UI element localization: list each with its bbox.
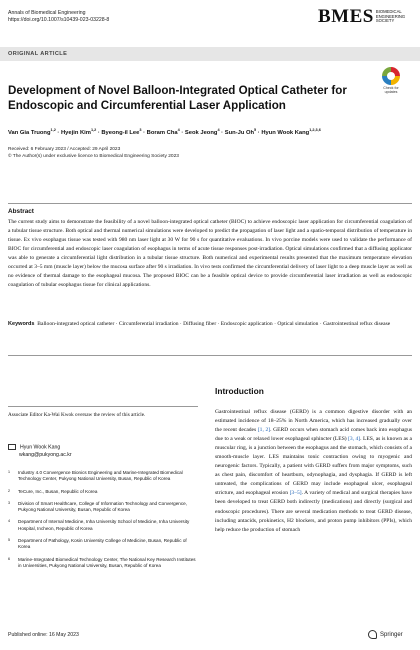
article-title: Development of Novel Balloon-Integrated Optical Catheter for Endoscopic and Circumferential Laser Application bbox=[8, 84, 347, 112]
crossmark-line: updates bbox=[384, 90, 398, 94]
bmes-logo-text bbox=[376, 10, 405, 24]
journal-name: Annals of Biomedical Engineering bbox=[8, 10, 86, 16]
bmes-logo-line: BIOMEDICAL bbox=[375, 9, 402, 15]
springer-horse-icon bbox=[368, 630, 377, 639]
journal-header bbox=[8, 10, 109, 24]
divider bbox=[8, 203, 412, 204]
springer-logo bbox=[368, 630, 403, 639]
affiliation-text: TeCure, Inc., Busan, Republic of Korea bbox=[18, 488, 98, 494]
footnote-divider bbox=[8, 406, 198, 407]
article-type: ORIGINAL ARTICLE bbox=[8, 51, 68, 57]
author[interactable]: Hyun Wook Kang$^{1,2,3,6}$ bbox=[261, 128, 321, 136]
article-dates bbox=[8, 146, 179, 160]
corresponding-email[interactable]: wkang@pukyong.ac.kr bbox=[19, 451, 72, 458]
affiliation-number: 6 bbox=[8, 556, 10, 561]
author[interactable]: Sun-Ju Oh$^5$ bbox=[224, 128, 257, 136]
introduction-text: Gastrointestinal reflux disease (GERD) is a common digestive disorder with an estimated incidence of 18–25% in North America, which has increased gradually over the recent decades [1, 2]. GERD occurs when stomach acid comes back into esophagus due to a weak or relaxed lower esophageal sphincter (LES) [3, 4]. LES, as is known as a muscular ring, is a junction between the esophagus and the stomach, which consists of a smooth-muscle layer. LES maintains tonic contraction owing to myogenic and neurogenic factors. Typically, a patient with GERD suffers from major symptoms, such as chest pain, discomfort of heartburn, odynophagia, and dysphagia. If GERD is left untreated, the complications of GERD may include esophageal ulcer, esophageal stricture, and esophageal erosion [3–5]. A variety of medical and surgical therapies have been developed to treat GERD both indirectly (medications) and directly (surgical and endoscopic procedures). There are several medication methods to treat GERD disease, including antacids, prokinetics, H2 blockers, and proton pump inhibitors (PPIs), which help reduce the production of stomach bbox=[215, 409, 413, 533]
keywords bbox=[8, 320, 412, 329]
crossmark-icon bbox=[382, 67, 400, 85]
corresponding-author bbox=[8, 444, 72, 459]
affiliation-text: Industry 4.0 Convergence Bionics Engineering and Marine-Integrated Biomedical Technology Center, Pukyong National University, Busan, Republic of Korea bbox=[18, 470, 183, 482]
editor-note: Associate Editor Ka-Wai Kwok oversaw the review of this article. bbox=[8, 412, 146, 418]
author[interactable]: Seok Jeong$^4$ bbox=[184, 128, 220, 136]
affiliation-list bbox=[8, 470, 198, 575]
published-date: Published online: 16 May 2023 bbox=[8, 632, 79, 638]
received-accepted: Received: 6 February 2023 / Accepted: 29 April 2023 bbox=[8, 147, 121, 152]
author-list: Van Gia Truong$^{1,2}$ · Hyejin Kim$^{1,2}$ · Byeong-il Lee$^3$ · Boram Cha$^4$ · Seok Jeong$^4$ · Sun-Ju $Oh^5$ · Hyun Wook Kang$^{1,2,3,6}$ bbox=[8, 128, 321, 136]
affiliation-number: 2 bbox=[8, 488, 10, 493]
affiliation-text: Department of Internal Medicine, Inha University School of Medicine, Inha University Hospital, Incheon, Republic of Korea bbox=[18, 519, 190, 531]
bmes-logo-mark: BMES bbox=[318, 6, 374, 27]
divider bbox=[8, 355, 412, 356]
affiliation-number: 4 bbox=[8, 519, 10, 524]
corresponding-name: Hyun Wook Kang bbox=[20, 444, 61, 451]
envelope-icon bbox=[8, 444, 16, 450]
abstract-heading: Abstract bbox=[8, 208, 34, 215]
affiliation-item bbox=[8, 538, 198, 551]
bmes-logo-line: ENGINEERING bbox=[375, 13, 406, 19]
affiliation-text: Division of Smart Healthcare, College of Information Technology and Convergence, Pukyong National University, Busan, Republic of Korea bbox=[18, 500, 187, 513]
publisher-logo bbox=[318, 8, 405, 26]
affiliation-item bbox=[8, 501, 198, 514]
author[interactable]: Byeong-il Lee$^3$ bbox=[101, 128, 142, 136]
affiliation-number: 1 bbox=[8, 470, 10, 474]
abstract-text: The current study aims to demonstrate the feasibility of a novel balloon-integrated optical catheter (BIOC) to achieve endoscopic laser application for circumferential coagulation of a tubular tissue structure. Both optical and thermal numerical simulations were developed to predict the propagation of laser light and a spatio-temporal distribution of temperature in tissue. Ex vivo esophagus tissue was tested with 980 nm laser light at 30 W for 90 s for quantitative evaluations. In vivo porcine models were used to validate the performance of BIOC for circumferential and endoscopic laser coagulation of esophagus in terms of acute tissue responses post-irradiation. Optical simulations confirmed that a diffusing applicator was able to generate a circumferential light distribution in a tubular tissue structure. Both numerical and experimental results presented that the maximum temperature elevation occurred at 3–5 mm (muscle layer) below the mucosa surface after 90 s irradiation. In vivo tests confirmed the circumferential delivery of laser light to a deep muscle layer as well as no evidence of thermal damage to the esophageal mucosa. The proposed BIOC can be a feasible optical device to provide circumferential laser irradiation as well as endoscopic coagulation of tubular esophagus tissue for clinical applications. bbox=[8, 219, 412, 289]
affiliation-text: Department of Pathology, Kosin University College of Medicine, Busan, Republic of Korea bbox=[18, 538, 187, 550]
doi-link[interactable]: https://doi.org/10.1007/s10439-023-03228-8 bbox=[8, 17, 110, 23]
copyright-line: © The Author(s) under exclusive licence to Biomedical Engineering Society 2023 bbox=[8, 154, 179, 159]
affiliation-item bbox=[8, 519, 198, 532]
author[interactable]: Hyejin Kim$^{1,2}$ bbox=[60, 128, 97, 136]
citation-link[interactable]: [3, 4] bbox=[348, 436, 361, 443]
keywords-text: Balloon-integrated optical catheter · Circumferential irradiation · Diffusing fiber · Endoscopic application · Optical simulation · Gastrointestinal reflux disease bbox=[37, 321, 391, 327]
affiliation-item bbox=[8, 557, 198, 570]
affiliation-item bbox=[8, 489, 198, 495]
citation-link[interactable]: [1, 2] bbox=[257, 427, 271, 434]
affiliation-text: Marine-Integrated Biomedical Technology Center, The National Key Research Institutes in Universities, Pukyong National University, Busan, Republic of Korea bbox=[18, 556, 196, 568]
keywords-label: Keywords bbox=[8, 321, 35, 327]
introduction-heading: Introduction bbox=[215, 386, 264, 396]
affiliation-number: 5 bbox=[8, 538, 10, 543]
author[interactable]: Boram Cha$^4$ bbox=[146, 128, 180, 136]
affiliation-item bbox=[8, 470, 198, 483]
crossmark-badge[interactable] bbox=[378, 67, 404, 94]
springer-wordmark: Springer bbox=[380, 631, 403, 638]
crossmark-line: Check for bbox=[383, 86, 399, 90]
bmes-logo-line: SOCIETY bbox=[375, 18, 395, 24]
citation-link[interactable]: [3–5] bbox=[289, 490, 302, 497]
author[interactable]: Van Gia Truong$^{1,2}$ bbox=[8, 128, 56, 136]
crossmark-label bbox=[378, 86, 404, 94]
affiliation-number: 3 bbox=[8, 500, 10, 505]
